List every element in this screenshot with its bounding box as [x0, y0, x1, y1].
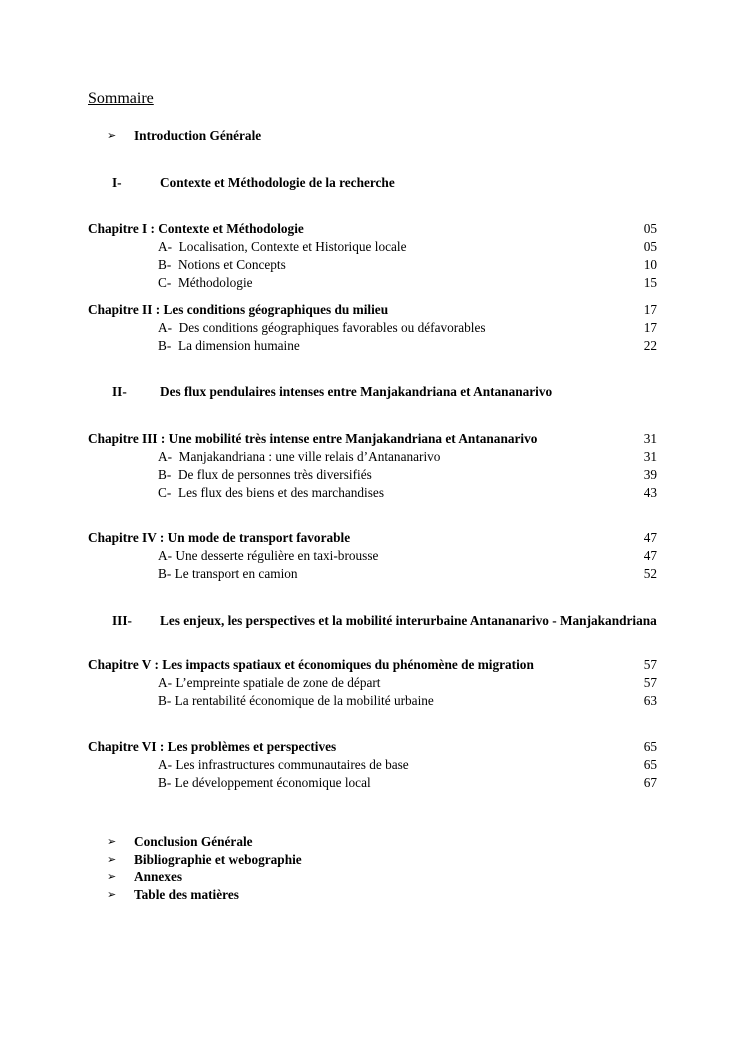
chapter-title: Chapitre V : Les impacts spatiaux et économiques du phénomène de migration: [88, 657, 534, 672]
page-title: Sommaire: [88, 90, 154, 107]
part-title: Les enjeux, les perspectives et la mobilité interurbaine Antananarivo - Manjakandriana: [160, 613, 657, 628]
arrow-bullet-icon: ➢: [107, 835, 117, 848]
arrow-bullet-icon: ➢: [107, 870, 117, 883]
toc-entry: [88, 319, 657, 337]
toc-chapter-1: [88, 220, 657, 292]
part-heading-2: [88, 383, 657, 401]
toc-chapter-5: [88, 656, 657, 710]
entry-label: A- Les infrastructures communautaires de base: [158, 757, 409, 772]
page-number: 31: [643, 449, 657, 464]
chapter-heading: [88, 529, 657, 547]
page-number: 17: [643, 320, 657, 335]
toc-entry: [88, 565, 657, 583]
page-number: 15: [643, 275, 657, 290]
page-number: 43: [643, 485, 657, 500]
page-number: 57: [643, 657, 657, 672]
toc-entry: [88, 692, 657, 710]
chapter-title: Chapitre IV : Un mode de transport favorable: [88, 530, 351, 545]
closing-label: Bibliographie et webographie: [134, 851, 302, 867]
entry-label: A- Manjakandriana : une ville relais d’Antananarivo: [158, 449, 441, 464]
arrow-bullet-icon: ➢: [107, 852, 117, 866]
toc-entry: [88, 466, 657, 484]
chapter-title: Chapitre I : Contexte et Méthodologie: [88, 221, 304, 236]
page-number: 17: [643, 302, 657, 317]
page-number: 47: [643, 530, 657, 545]
toc-entry: [88, 547, 657, 565]
closing-label: Conclusion Générale: [134, 834, 253, 849]
toc-entry: [88, 448, 657, 466]
chapter-heading: [88, 738, 657, 756]
part-heading-1: [88, 174, 657, 192]
page-number: 67: [643, 775, 657, 790]
entry-label: B- La dimension humaine: [158, 338, 300, 353]
toc-entry: [88, 274, 657, 292]
part-title: Des flux pendulaires intenses entre Manjakandriana et Antananarivo: [160, 384, 553, 399]
chapter-heading: [88, 656, 657, 674]
toc-chapter-2: [88, 301, 657, 355]
entry-label: B- La rentabilité économique de la mobilité urbaine: [158, 693, 434, 708]
toc-chapter-4: [88, 529, 657, 583]
toc-intro-label: Introduction Générale: [134, 128, 262, 143]
toc-entry: [88, 337, 657, 355]
toc-entry: [88, 238, 657, 256]
toc-entry: [88, 774, 657, 792]
page-number: 05: [643, 239, 657, 254]
chapter-title: Chapitre II : Les conditions géographiques du milieu: [88, 302, 389, 317]
entry-label: A- Des conditions géographiques favorables ou défavorables: [158, 320, 486, 335]
part-numeral: III-: [112, 613, 132, 628]
page-number: 39: [643, 467, 657, 482]
entry-label: B- Notions et Concepts: [158, 257, 286, 272]
toc-chapter-6: [88, 738, 657, 792]
chapter-heading: [88, 430, 657, 448]
closing-label: Annexes: [134, 869, 183, 884]
entry-label: A- Localisation, Contexte et Historique locale: [158, 239, 407, 254]
chapter-title: Chapitre III : Une mobilité très intense entre Manjakandriana et Antananarivo: [88, 431, 538, 446]
chapter-heading: [88, 220, 657, 238]
chapter-heading: [88, 301, 657, 319]
chapter-title: Chapitre VI : Les problèmes et perspectives: [88, 739, 337, 754]
toc-entry: [88, 756, 657, 774]
page-number: 47: [643, 548, 657, 563]
page-number: 22: [643, 338, 657, 353]
part-numeral: II-: [112, 384, 127, 399]
toc-entry: [88, 256, 657, 274]
page-number: 05: [643, 221, 657, 236]
page-number: 52: [643, 566, 657, 581]
page-number: 57: [643, 675, 657, 690]
page-number: 31: [643, 431, 657, 446]
part-title: Contexte et Méthodologie de la recherche: [160, 175, 395, 190]
entry-label: C- Méthodologie: [158, 275, 253, 290]
entry-label: B- Le développement économique local: [158, 775, 371, 790]
toc-chapter-3: [88, 430, 657, 502]
toc-entry: [88, 484, 657, 502]
page-number: 65: [643, 739, 657, 754]
entry-label: B- De flux de personnes très diversifiés: [158, 467, 372, 482]
toc-closing-list: [88, 833, 657, 903]
page-number: 10: [643, 257, 657, 272]
page-number: 63: [643, 693, 657, 708]
entry-label: C- Les flux des biens et des marchandises: [158, 485, 384, 500]
arrow-bullet-icon: ➢: [107, 887, 117, 901]
arrow-bullet-icon: ➢: [107, 129, 117, 142]
toc-closing-entry: [88, 833, 657, 851]
entry-label: B- Le transport en camion: [158, 566, 298, 581]
toc-closing-entry: [88, 868, 657, 886]
closing-label: Table des matières: [134, 886, 239, 902]
toc-intro-entry: [88, 127, 657, 145]
toc-closing-entry: [88, 851, 657, 869]
part-numeral: I-: [112, 175, 122, 190]
page-number: 65: [643, 757, 657, 772]
entry-label: A- Une desserte régulière en taxi-brousse: [158, 548, 379, 563]
toc-closing-entry: [88, 886, 657, 904]
entry-label: A- L’empreinte spatiale de zone de départ: [158, 675, 381, 690]
part-heading-3: [88, 612, 657, 630]
toc-entry: [88, 674, 657, 692]
